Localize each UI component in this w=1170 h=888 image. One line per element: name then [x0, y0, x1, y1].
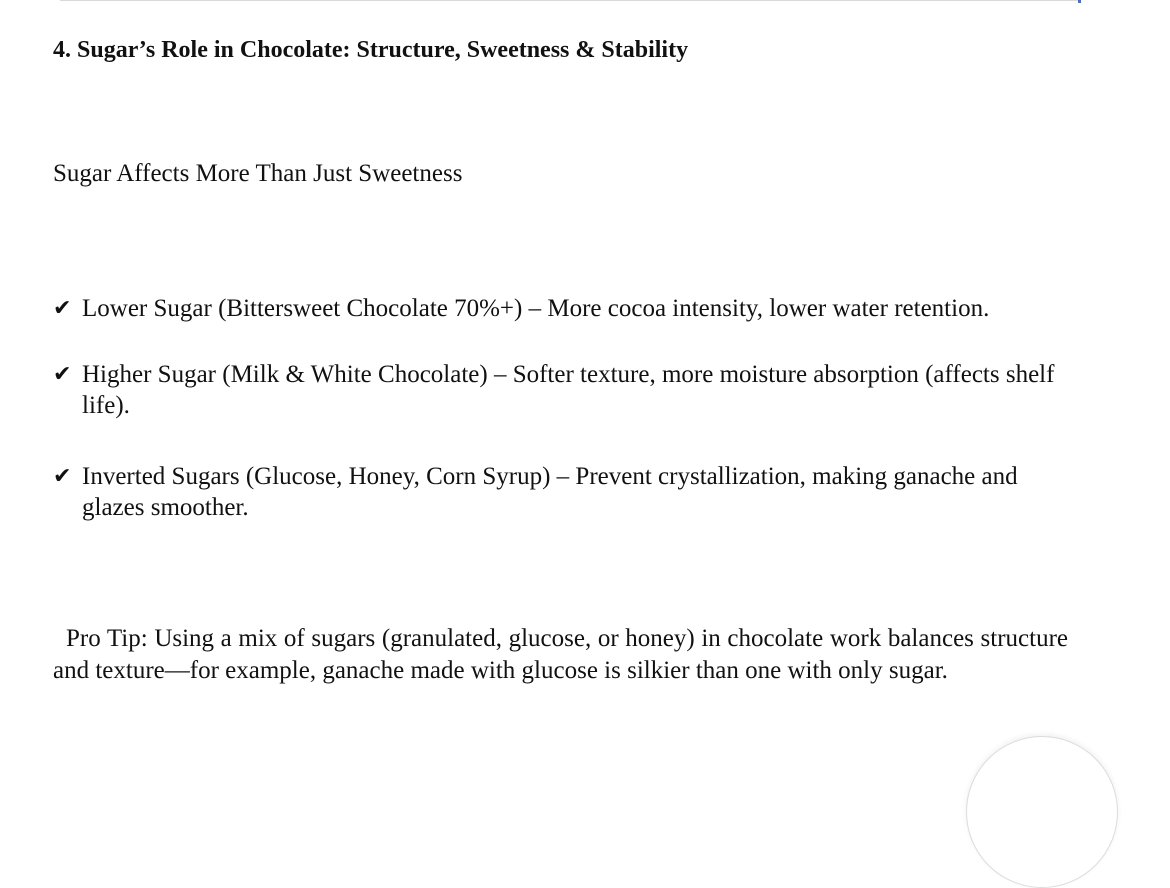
check-icon: ✔	[53, 464, 72, 489]
check-list-item	[53, 359, 1063, 421]
page-top-divider	[60, 0, 1080, 1]
check-list-item	[53, 293, 1063, 324]
check-list-item-text: Lower Sugar (Bittersweet Chocolate 70%+) – More cocoa intensity, lower water retention.	[82, 295, 990, 322]
check-list-item-text: Higher Sugar (Milk & White Chocolate) – Softer texture, more moisture absorption (affects shelf life).	[82, 361, 1055, 419]
floating-action-button-partial[interactable]	[966, 736, 1118, 888]
scroll-marker	[1078, 0, 1081, 3]
section-heading: 4. Sugar’s Role in Chocolate: Structure, Sweetness & Stability	[53, 37, 689, 63]
check-icon: ✔	[53, 362, 72, 387]
check-list-item-text: Inverted Sugars (Glucose, Honey, Corn Syrup) – Prevent crystallization, making ganache and glazes smoother.	[82, 463, 1018, 521]
pro-tip-paragraph	[53, 623, 1068, 687]
check-list-item	[53, 461, 1063, 523]
check-icon: ✔	[53, 296, 72, 321]
pro-tip-text: Pro Tip: Using a mix of sugars (granulated, glucose, or honey) in chocolate work balances structure and texture—for example, ganache made with glucose is silkier than one with only sugar.	[53, 625, 1068, 684]
section-subheading: Sugar Affects More Than Just Sweetness	[53, 160, 463, 187]
